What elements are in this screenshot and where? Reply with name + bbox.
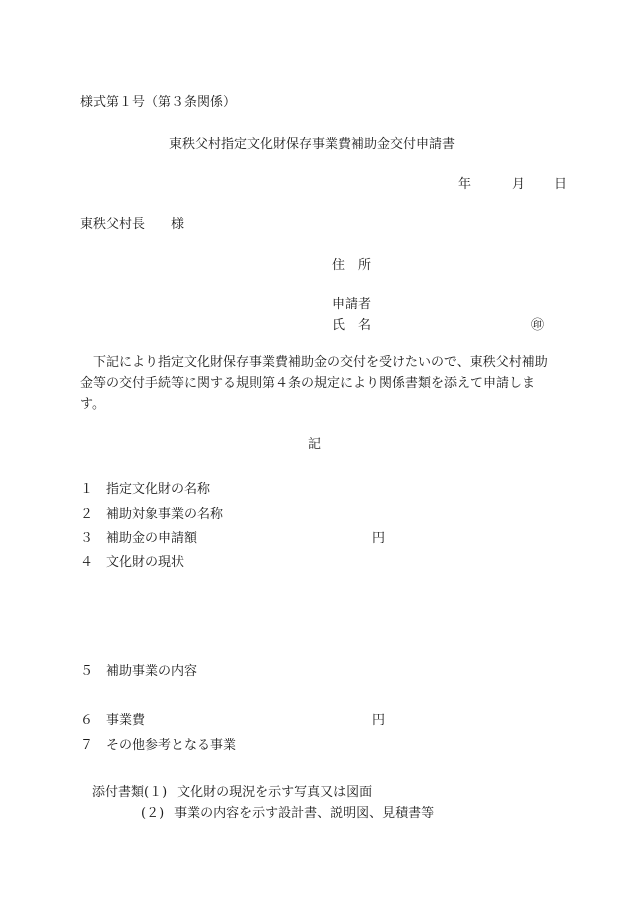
- address-label: 住 所: [332, 258, 372, 273]
- list-item: [80, 531, 197, 547]
- attachment-text: 文化財の現況を示す写真又は図面: [177, 785, 373, 800]
- form-number: 様式第１号（第３条関係）: [80, 95, 237, 110]
- item-number: ５: [80, 664, 94, 679]
- document-title: 東秩父村指定文化財保存事業費補助金交付申請書: [169, 137, 456, 152]
- attachment-text: 事業の内容を示す設計書、説明図、見積書等: [174, 806, 435, 821]
- attachment-item: [92, 785, 372, 801]
- attachment-item: [141, 806, 434, 822]
- list-item: [80, 713, 145, 729]
- applicant-label: 申請者: [332, 297, 372, 312]
- seal-mark: ㊞: [531, 318, 545, 333]
- body-text: 下記により指定文化財保存事業費補助金の交付を受けたいので、東秩父村補助金等の交付手続等に関する規則第４条の規定により関係書類を添えて申請します。: [80, 355, 548, 412]
- date-line: [458, 177, 567, 193]
- item-number: ２: [80, 507, 94, 522]
- addressee: 東秩父村長 様: [80, 217, 185, 232]
- date-month: 月: [512, 177, 526, 192]
- item-label: 補助対象事業の名称: [106, 507, 224, 522]
- item-number: １: [80, 482, 94, 497]
- yen-unit: 円: [372, 531, 386, 546]
- item-label: その他参考となる事業: [106, 738, 237, 753]
- attachments-heading: 添付書類: [92, 785, 145, 800]
- date-year: 年: [458, 177, 472, 192]
- list-item: [80, 507, 223, 523]
- yen-unit: 円: [372, 713, 386, 728]
- attachment-number: (１): [144, 785, 168, 800]
- list-item: [80, 555, 184, 571]
- item-label: 補助金の申請額: [106, 531, 198, 546]
- list-item: [80, 664, 197, 680]
- ki-heading: 記: [308, 437, 322, 452]
- item-label: 補助事業の内容: [106, 664, 198, 679]
- item-label: 事業費: [106, 713, 146, 728]
- item-label: 文化財の現状: [106, 555, 185, 570]
- item-number: ３: [80, 531, 94, 546]
- item-number: ７: [80, 738, 94, 753]
- item-label: 指定文化財の名称: [106, 482, 211, 497]
- list-item: [80, 482, 210, 498]
- date-day: 日: [554, 177, 568, 192]
- name-label: 氏 名: [332, 318, 372, 333]
- attachment-number: (２): [141, 806, 165, 821]
- list-item: [80, 738, 236, 754]
- item-number: ４: [80, 555, 94, 570]
- item-number: ６: [80, 713, 94, 728]
